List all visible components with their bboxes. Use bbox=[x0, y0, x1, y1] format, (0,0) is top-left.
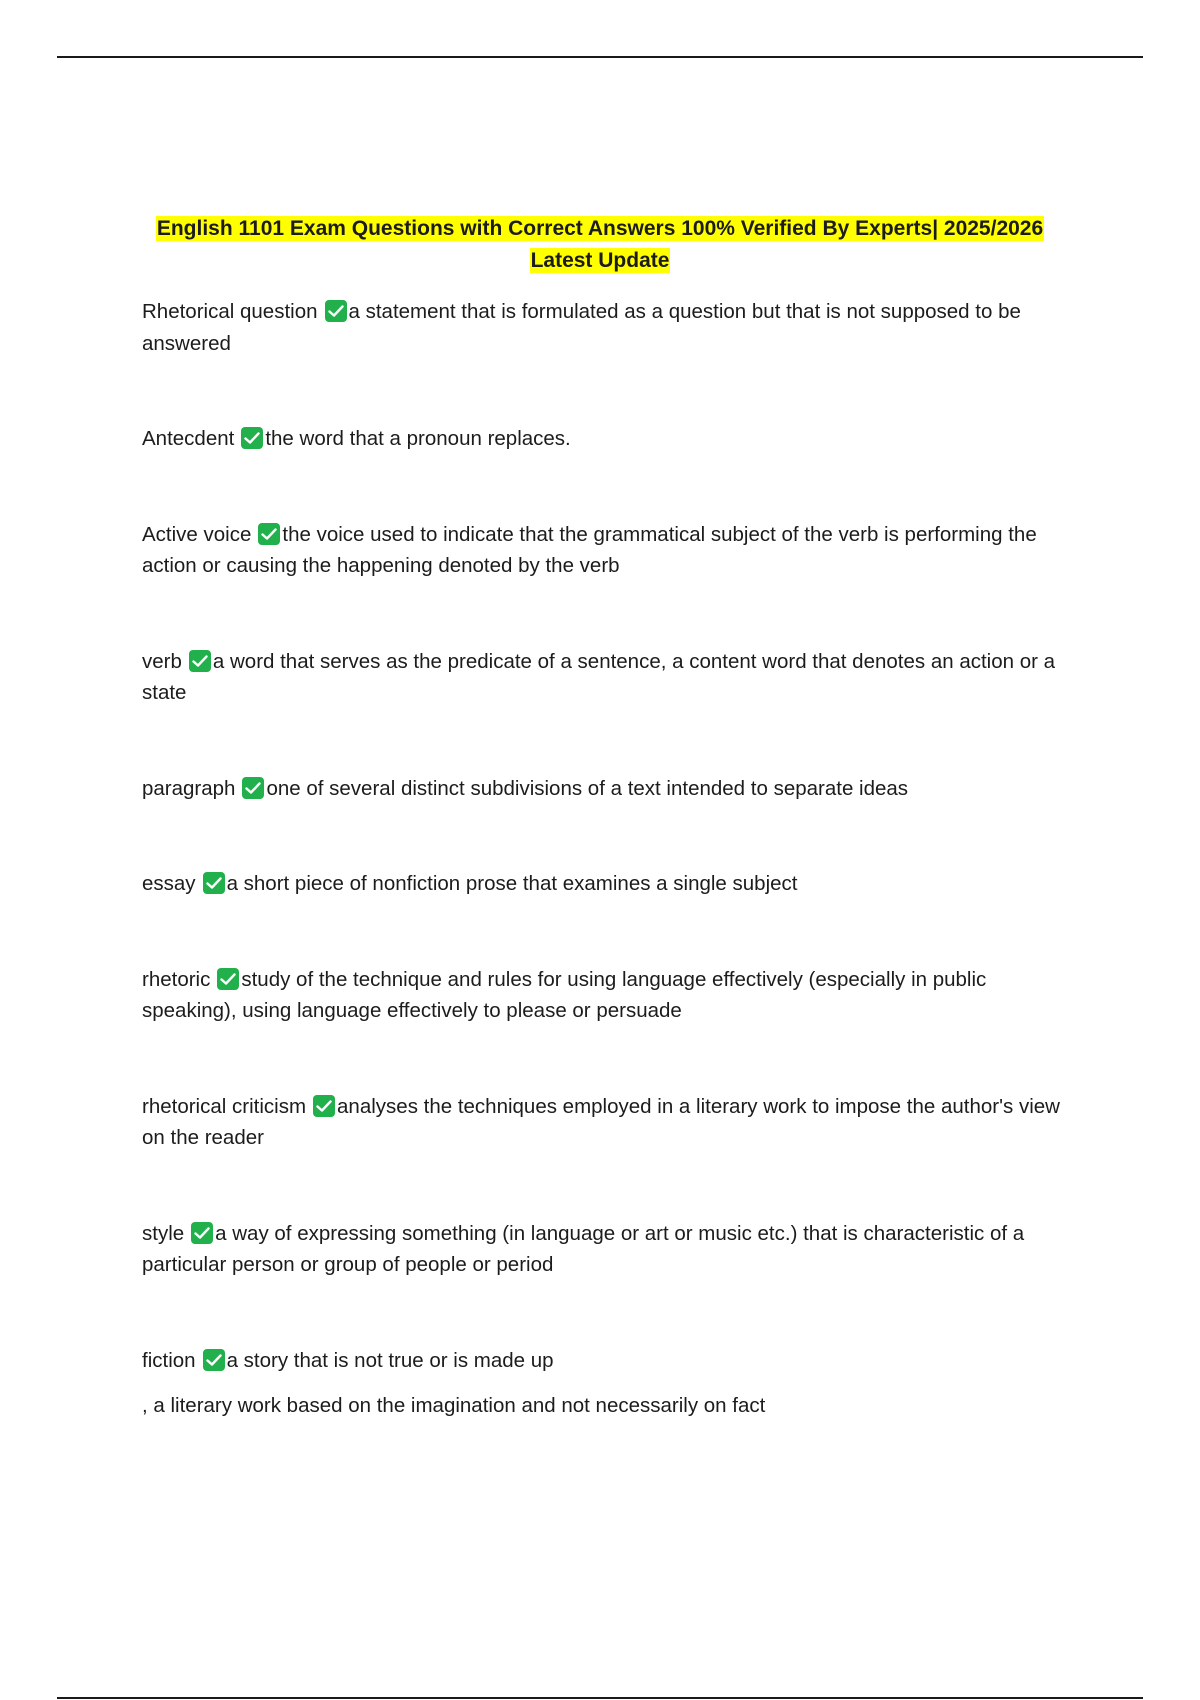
term: Active voice bbox=[142, 522, 252, 546]
definition: a short piece of nonfiction prose that examines a single subject bbox=[226, 872, 798, 895]
qa-item-verb bbox=[142, 646, 1062, 709]
top-divider bbox=[57, 56, 1143, 58]
term: essay bbox=[142, 872, 196, 895]
qa-item-active-voice bbox=[142, 519, 1062, 582]
document-title bbox=[140, 213, 1060, 277]
qa-item-style bbox=[142, 1218, 1062, 1281]
definition: a word that serves as the predicate of a sentence, a content word that denotes an action or a state bbox=[142, 649, 1056, 704]
check-icon bbox=[241, 427, 263, 449]
term: paragraph bbox=[142, 776, 236, 800]
bottom-divider bbox=[57, 1697, 1143, 1699]
check-icon bbox=[258, 523, 280, 545]
fiction-extra-definition: , a literary work based on the imagination and not necessarily on fact bbox=[142, 1394, 766, 1417]
check-icon bbox=[325, 300, 347, 322]
term: style bbox=[142, 1221, 185, 1245]
check-icon bbox=[191, 1222, 213, 1244]
qa-item-rhetorical-criticism bbox=[142, 1091, 1062, 1154]
qa-item-essay bbox=[142, 868, 1062, 900]
qa-list bbox=[142, 296, 1062, 1422]
check-icon bbox=[189, 650, 211, 672]
definition: analyses the techniques employed in a literary work to impose the author's view on the reader bbox=[142, 1094, 1060, 1149]
check-icon bbox=[203, 1349, 225, 1371]
check-icon bbox=[242, 777, 264, 799]
definition: the word that a pronoun replaces. bbox=[265, 427, 571, 450]
check-icon bbox=[313, 1095, 335, 1117]
definition: a story that is not true or is made up bbox=[226, 1348, 554, 1372]
title-line-1: English 1101 Exam Questions with Correct Answers 100% Verified By Experts| 2025/2026 bbox=[156, 217, 1044, 240]
term: verb bbox=[142, 649, 182, 673]
check-icon bbox=[217, 968, 239, 990]
term: fiction bbox=[142, 1348, 196, 1372]
definition: one of several distinct subdivisions of a text intended to separate ideas bbox=[266, 776, 909, 800]
title-line-2: Latest Update bbox=[530, 249, 670, 272]
definition: a way of expressing something (in language or art or music etc.) that is characteristic of a particular person or group of people or period bbox=[142, 1221, 1025, 1276]
qa-item-paragraph bbox=[142, 773, 1062, 805]
definition: study of the technique and rules for using language effectively (especially in public speaking), using language effectively to please or persuade bbox=[142, 967, 987, 1022]
term: rhetorical criticism bbox=[142, 1094, 307, 1118]
qa-item-rhetorical-question bbox=[142, 296, 1062, 359]
qa-item-rhetoric bbox=[142, 964, 1062, 1027]
qa-item-antecedent bbox=[142, 423, 1062, 455]
term: Antecdent bbox=[142, 427, 235, 450]
check-icon bbox=[203, 872, 225, 894]
term: rhetoric bbox=[142, 967, 211, 991]
definition: a statement that is formulated as a question but that is not supposed to be answered bbox=[142, 300, 1021, 355]
term: Rhetorical question bbox=[142, 300, 318, 323]
qa-item-fiction bbox=[142, 1345, 1062, 1377]
definition: the voice used to indicate that the grammatical subject of the verb is performing the action or causing the happening denoted by the verb bbox=[142, 522, 1037, 577]
